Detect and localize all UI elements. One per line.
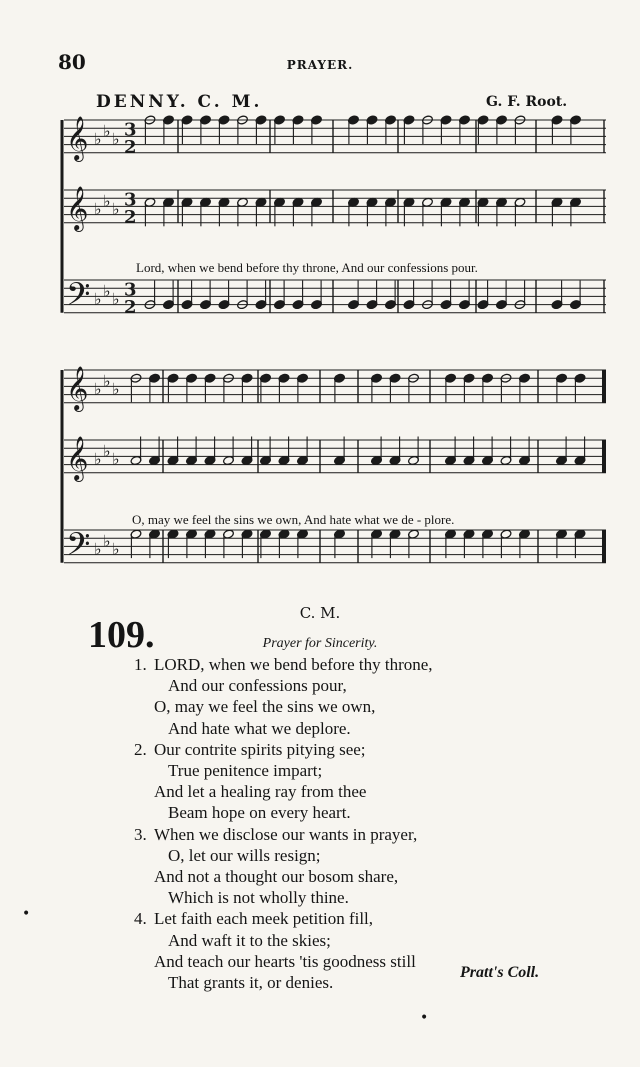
svg-text:♭: ♭ [103, 281, 111, 301]
staff [64, 526, 606, 570]
stray-dot-mark: • [22, 906, 31, 922]
stanza-line: And our confessions pour, [168, 676, 347, 696]
page-number: 80 [58, 50, 86, 74]
svg-text:♭: ♭ [94, 289, 102, 309]
stanza-line: True penitence impart; [168, 761, 323, 781]
staff [64, 436, 606, 482]
svg-text:2: 2 [124, 206, 137, 228]
stanza-3 [134, 824, 594, 909]
svg-text:♭: ♭ [112, 539, 120, 559]
svg-text:♭: ♭ [112, 129, 120, 149]
staff [64, 276, 606, 320]
svg-text:𝄞: 𝄞 [66, 435, 89, 480]
svg-text:𝄞: 𝄞 [66, 115, 89, 160]
svg-text:♭: ♭ [103, 441, 111, 461]
stanza-line: That grants it, or denies. [168, 973, 334, 993]
svg-text:♭: ♭ [112, 379, 120, 399]
svg-text:♭: ♭ [103, 121, 111, 141]
svg-text:♭: ♭ [94, 129, 102, 149]
stanza-line: Our contrite spirits pitying see; [154, 739, 366, 759]
svg-text:♭: ♭ [112, 289, 120, 309]
stanza-line: And teach our hearts 'tis goodness still [154, 951, 416, 971]
stanza-number: 4. [134, 909, 147, 929]
svg-text:♭: ♭ [103, 191, 111, 211]
stray-bottom-mark: • [420, 1010, 429, 1026]
svg-text:♭: ♭ [94, 199, 102, 219]
stanza-line: When we disclose our wants in prayer, [154, 824, 418, 844]
svg-text:3: 3 [124, 119, 137, 141]
svg-text:2: 2 [124, 136, 137, 158]
stanza-line: O, let our wills resign; [168, 845, 321, 865]
svg-text:♭: ♭ [103, 371, 111, 391]
composer: G. F. Root. [486, 94, 568, 110]
svg-text:♭: ♭ [103, 531, 111, 551]
svg-text:♭: ♭ [112, 199, 120, 219]
running-head: PRAYER. [286, 58, 354, 72]
stanza-line: And let a healing ray from thee [154, 782, 367, 802]
svg-text:♭: ♭ [94, 539, 102, 559]
stanza-number: 2. [134, 739, 147, 759]
hymn-number: 109. [88, 614, 155, 656]
stanza-line: Which is not wholly thine. [168, 888, 349, 908]
svg-text:𝄞: 𝄞 [66, 185, 89, 230]
hymn-meter: C. M. [299, 604, 341, 622]
svg-text:𝄞: 𝄞 [66, 365, 89, 410]
stanza-line: And waft it to the skies; [168, 930, 331, 950]
stanza-line: Let faith each meek petition fill, [154, 909, 374, 929]
stanza-line: And hate what we deplore. [168, 718, 351, 738]
staff [64, 115, 606, 162]
lyric-underlay-1: Lord, when we bend before thy throne, And our confessions pour. [136, 260, 478, 275]
svg-text:3: 3 [124, 189, 137, 211]
svg-text:𝄢: 𝄢 [66, 525, 91, 570]
hymn-text [134, 654, 594, 993]
staff [64, 366, 606, 412]
stanza-number: 3. [134, 824, 147, 844]
stanza-line: LORD, when we bend before thy throne, [154, 655, 433, 674]
svg-text:𝄢: 𝄢 [66, 275, 91, 320]
stanza-1 [134, 654, 594, 739]
stanza-line: O, may we feel the sins we own, [154, 697, 376, 717]
stanza-number: 1. [134, 655, 147, 674]
hymn-subtitle: Prayer for Sincerity. [262, 636, 378, 651]
svg-text:♭: ♭ [112, 449, 120, 469]
svg-text:3: 3 [124, 279, 137, 301]
stanza-line: Beam hope on every heart. [168, 803, 351, 823]
staff [64, 186, 606, 232]
lyric-underlay-2: O, may we feel the sins we own, And hate what we de - plore. [132, 512, 455, 527]
stanza-2 [134, 739, 594, 824]
svg-text:♭: ♭ [94, 449, 102, 469]
score-systems [62, 115, 606, 570]
attribution: Pratt's Coll. [460, 964, 540, 981]
stanza-line: And not a thought our bosom share, [154, 867, 399, 887]
svg-text:2: 2 [124, 296, 137, 318]
svg-text:♭: ♭ [94, 379, 102, 399]
tune-name: DENNY. C. M. [96, 92, 263, 112]
